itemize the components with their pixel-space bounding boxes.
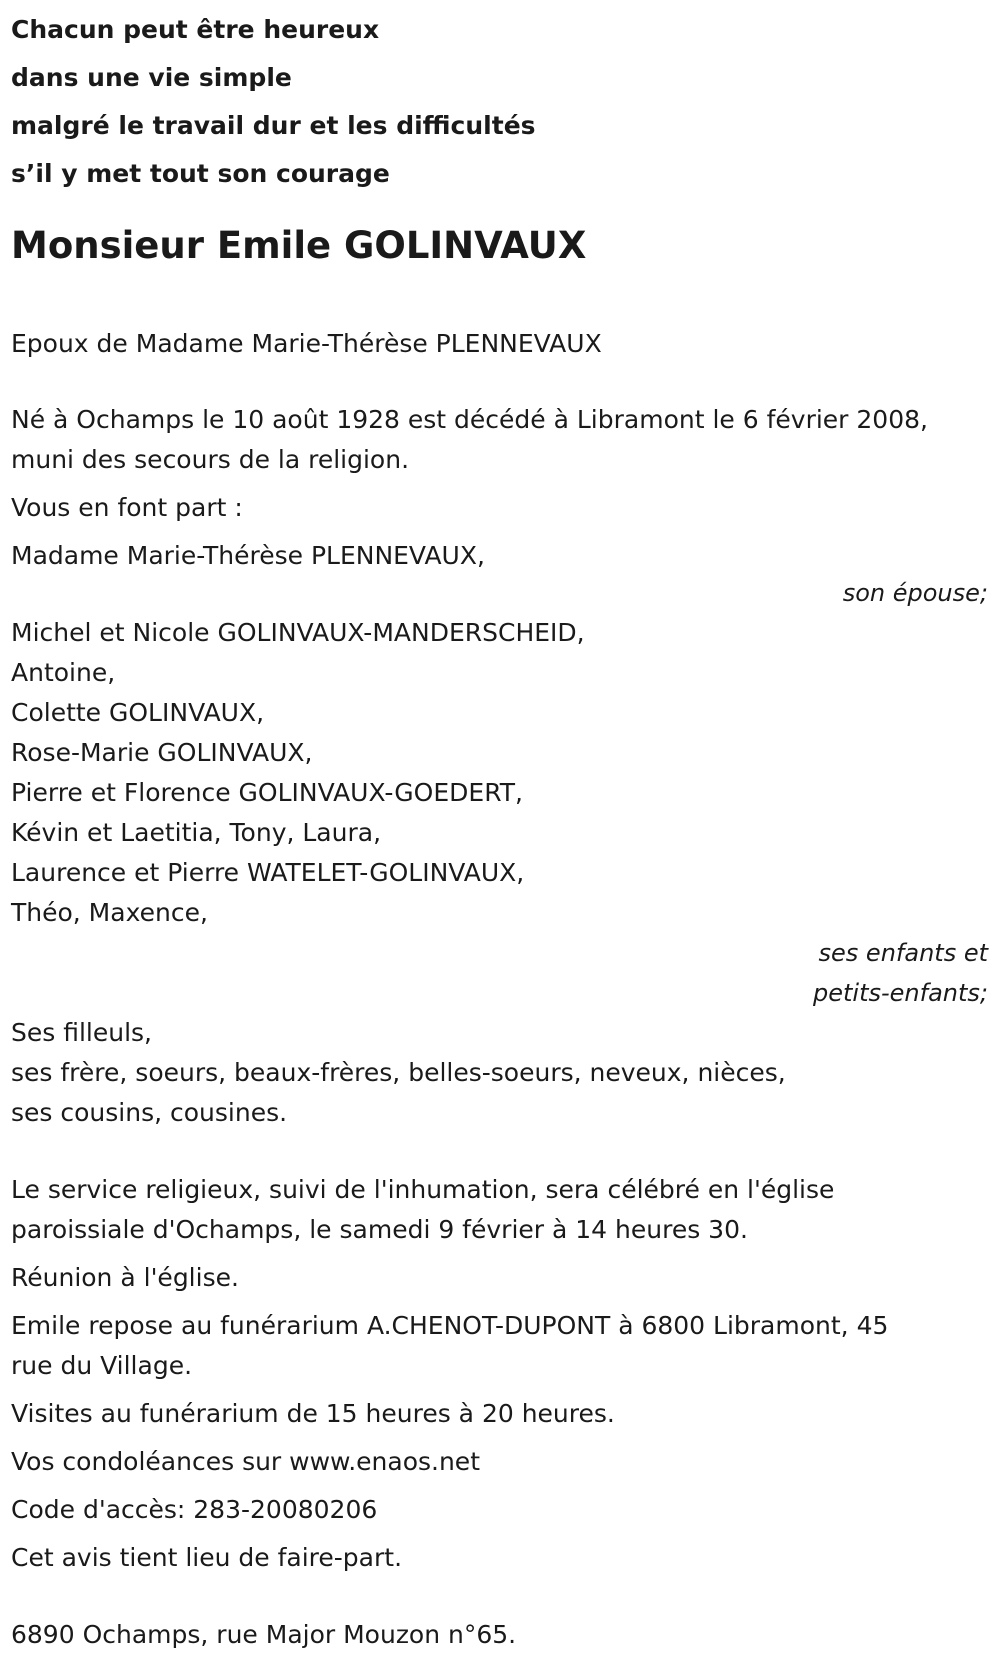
birth-death-line: Né à Ochamps le 10 août 1928 est décédé à Libramont le 6 février 2008, <box>11 405 928 434</box>
children-relation <box>11 933 988 1013</box>
list-item: Antoine, <box>11 658 116 687</box>
reunion-line: Réunion à l'église. <box>11 1263 239 1292</box>
list-item: Colette GOLINVAUX, <box>11 698 265 727</box>
children-list <box>11 613 1000 933</box>
funerarium-line: Emile repose au funérarium A.CHENOT-DUPONT à 6800 Libramont, 45 <box>11 1311 889 1340</box>
deceased-name-title: Monsieur Emile GOLINVAUX <box>11 224 587 267</box>
list-item: Kévin et Laetitia, Tony, Laura, <box>11 818 382 847</box>
birth-death-paragraph <box>11 400 1000 480</box>
notice-line: Cet avis tient lieu de faire-part. <box>11 1543 403 1572</box>
list-item: Michel et Nicole GOLINVAUX-MANDERSCHEID, <box>11 618 585 647</box>
spouse-name: Madame Marie-Thérèse PLENNEVAUX, <box>11 541 485 570</box>
verse-line: dans une vie simple <box>11 63 292 92</box>
other-relatives-list <box>11 1013 1000 1133</box>
announce-line: Vous en font part : <box>11 493 243 522</box>
access-code-line: Code d'accès: 283-20080206 <box>11 1495 378 1524</box>
verse-line: Chacun peut être heureux <box>11 15 380 44</box>
service-line: paroissiale d'Ochamps, le samedi 9 février à 14 heures 30. <box>11 1215 748 1244</box>
funerarium-paragraph <box>11 1306 1000 1386</box>
list-item: Ses filleuls, <box>11 1018 153 1047</box>
list-item: Pierre et Florence GOLINVAUX-GOEDERT, <box>11 778 523 807</box>
spouse-relation: son épouse; <box>842 579 988 607</box>
verse-line: malgré le travail dur et les difficultés <box>11 111 536 140</box>
list-item: Rose-Marie GOLINVAUX, <box>11 738 313 767</box>
visits-line: Visites au funérarium de 15 heures à 20 heures. <box>11 1399 615 1428</box>
spouse-line: Epoux de Madame Marie-Thérèse PLENNEVAUX <box>11 329 602 358</box>
condolences-line: Vos condoléances sur www.enaos.net <box>11 1447 480 1476</box>
list-item: ses cousins, cousines. <box>11 1098 288 1127</box>
children-relation-line: petits-enfants; <box>813 979 988 1007</box>
opening-verse <box>11 0 1000 198</box>
verse-line: s’il y met tout son courage <box>11 159 390 188</box>
service-line: Le service religieux, suivi de l'inhumation, sera célébré en l'église <box>11 1175 835 1204</box>
birth-death-line: muni des secours de la religion. <box>11 445 410 474</box>
service-paragraph <box>11 1170 1000 1250</box>
children-relation-line: ses enfants et <box>818 939 988 967</box>
funerarium-line: rue du Village. <box>11 1351 193 1380</box>
list-item: Laurence et Pierre WATELET-GOLINVAUX, <box>11 858 525 887</box>
address-line: 6890 Ochamps, rue Major Mouzon n°65. <box>11 1620 517 1649</box>
list-item: ses frère, soeurs, beaux-frères, belles-soeurs, neveux, nièces, <box>11 1058 786 1087</box>
list-item: Théo, Maxence, <box>11 898 208 927</box>
